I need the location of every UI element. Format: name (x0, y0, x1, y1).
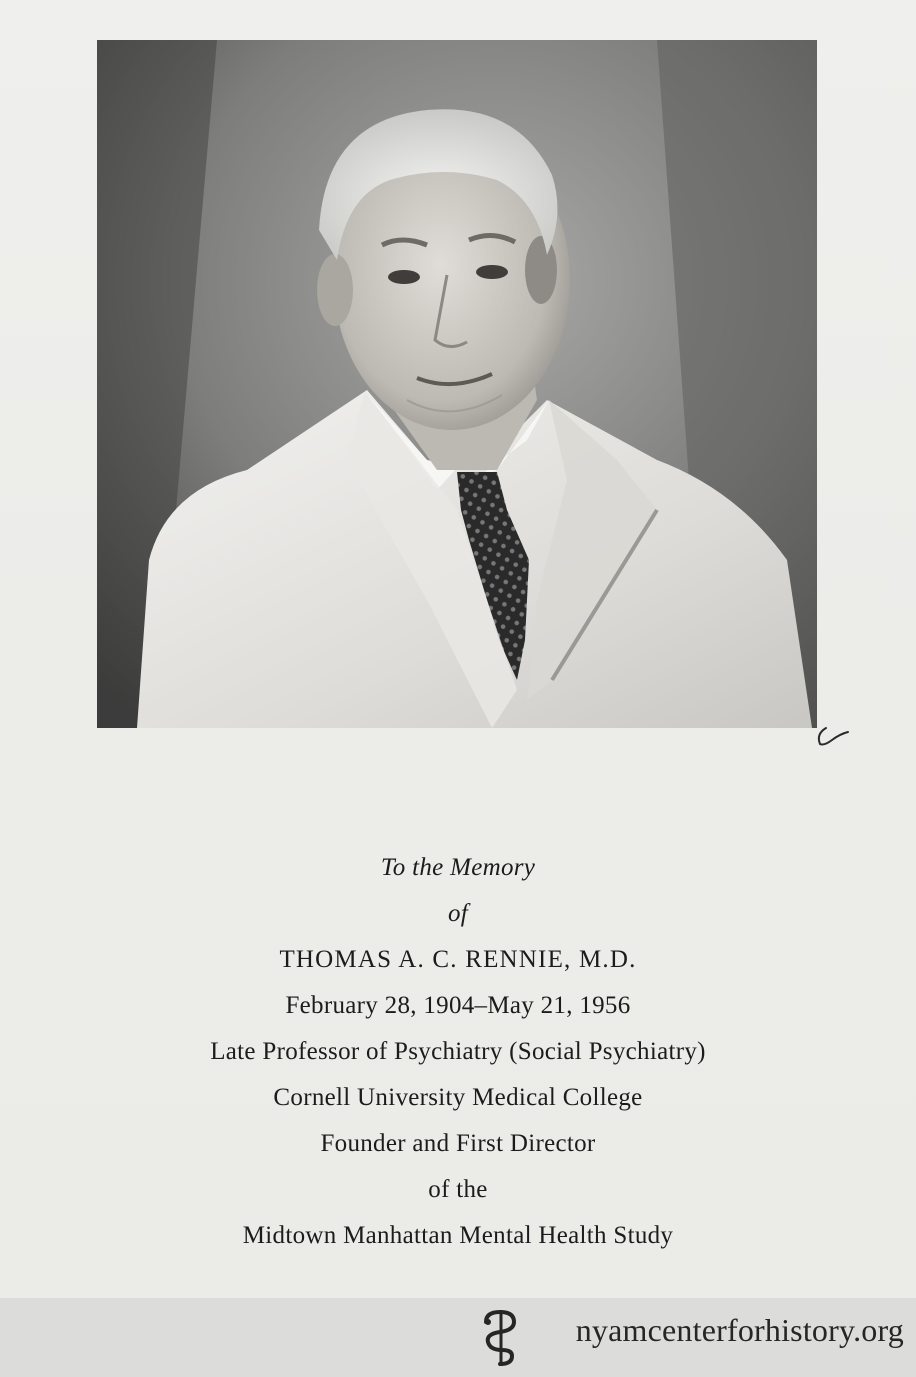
portrait-photo (97, 40, 817, 728)
handwritten-check-mark (812, 720, 852, 750)
role-connector: of the (428, 1176, 488, 1203)
life-dates: February 28, 1904–May 21, 1956 (285, 992, 631, 1019)
dedication-heading: To the Memory (380, 854, 536, 881)
study-name: Midtown Manhattan Mental Health Study (242, 1222, 674, 1249)
honoree-name: THOMAS A. C. RENNIE, M.D. (279, 946, 637, 973)
dedication-of: of (447, 900, 469, 927)
dedication-block (0, 845, 916, 1259)
founder-role: Founder and First Director (320, 1130, 596, 1157)
institution-name: Cornell University Medical College (273, 1084, 643, 1111)
source-footer (0, 1298, 916, 1377)
footer-site-link[interactable]: nyamcenterforhistory.org (575, 1312, 904, 1348)
caduceus-snake-icon (478, 1306, 524, 1370)
professor-title: Late Professor of Psychiatry (Social Psychiatry) (210, 1038, 706, 1065)
